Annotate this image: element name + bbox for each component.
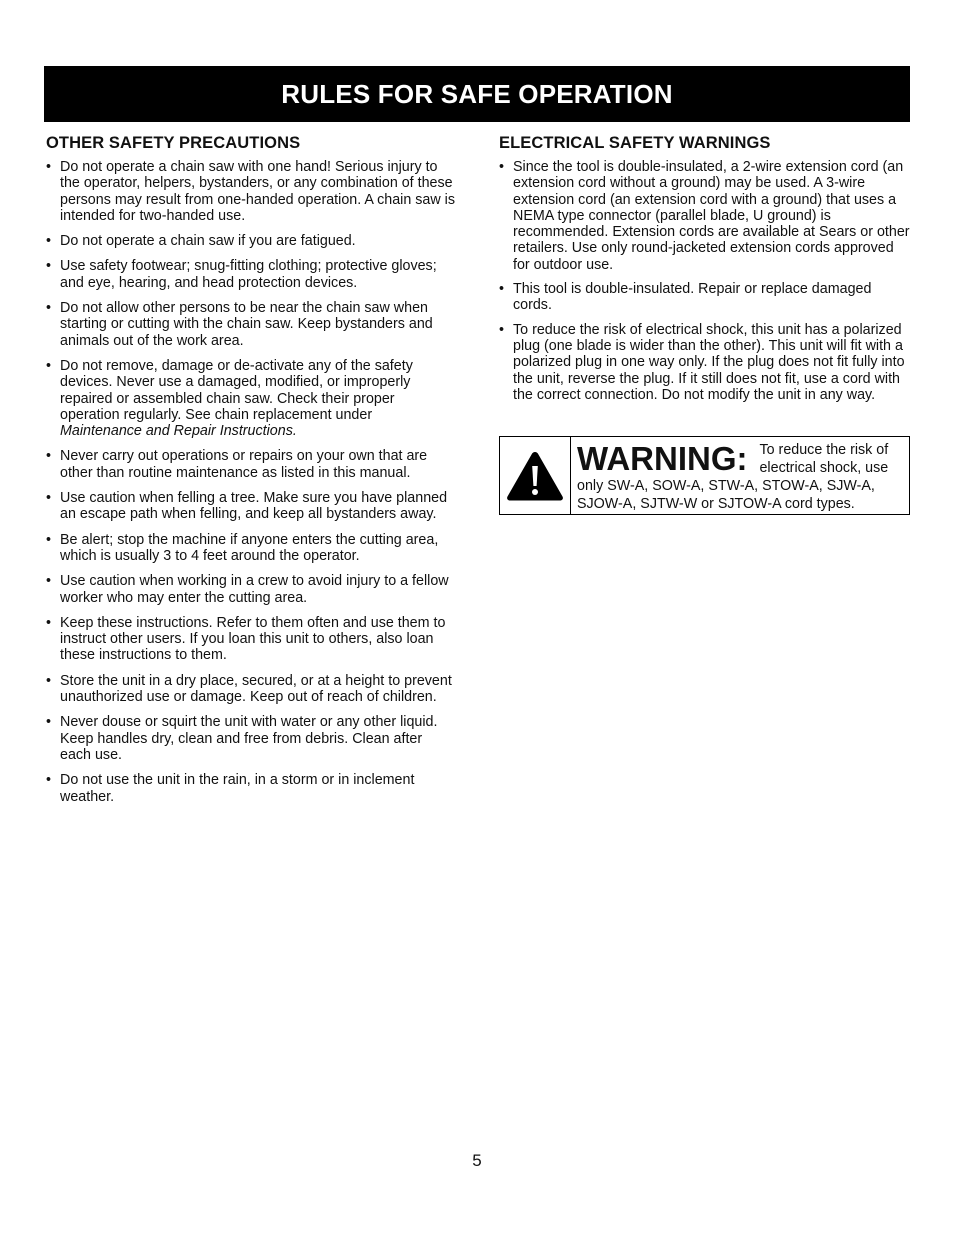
list-item: • Use caution when working in a crew to avoid injury to a fellow worker who may enter the cutting area. [46, 573, 456, 606]
page-number: 5 [472, 1151, 482, 1170]
other-safety-heading: OTHER SAFETY PRECAUTIONS [46, 134, 301, 152]
list-item: • Do not allow other persons to be near the chain saw when starting or cutting with the chain saw. Keep bystanders and animals out of the work area. [46, 300, 456, 349]
other-safety-column [46, 134, 456, 814]
manual-reference: Maintenance and Repair Instructions. [60, 423, 297, 440]
list-item-text: Do not remove, damage or de-activate any of the safety devices. Never use a damaged, modified, or improperly repaired or assembled chain saw. Check their proper operation regularly. See chain replacement under [60, 357, 413, 423]
electrical-safety-column [499, 134, 911, 411]
list-item: • Do not use the unit in the rain, in a storm or in inclement weather. [46, 772, 456, 805]
warning-icon-cell [500, 437, 571, 514]
list-item: • Never carry out operations or repairs on your own that are other than routine maintenance as listed in this manual. [46, 448, 456, 481]
page-title: RULES FOR SAFE OPERATION [281, 78, 673, 109]
electrical-safety-heading: ELECTRICAL SAFETY WARNINGS [499, 134, 771, 152]
other-safety-list [46, 159, 456, 805]
list-item: • Store the unit in a dry place, secured, or at a height to prevent unauthorized use or damage. Keep out of reach of children. [46, 673, 456, 706]
list-item: • Use safety footwear; snug-fitting clothing; protective gloves; and eye, hearing, and head protection devices. [46, 258, 456, 291]
warning-box [499, 436, 910, 515]
list-item: • Do not operate a chain saw if you are fatigued. [46, 233, 456, 249]
section-banner [44, 66, 910, 122]
list-item: • This tool is double-insulated. Repair or replace damaged cords. [499, 281, 911, 314]
list-item: • Never douse or squirt the unit with water or any other liquid. Keep handles dry, clean and free from debris. Clean after each use. [46, 714, 456, 763]
list-item: • Be alert; stop the machine if anyone enters the cutting area, which is usually 3 to 4 feet around the operator. [46, 532, 456, 565]
electrical-safety-list [499, 159, 911, 403]
list-item: • Keep these instructions. Refer to them often and use them to instruct other users. If you loan this unit to others, also loan these instructions to them. [46, 615, 456, 664]
list-item: • To reduce the risk of electrical shock, this unit has a polarized plug (one blade is wider than the other). This unit will fit with a polarized plug in one way only. If the plug does not fit fully into the unit, reverse the plug. If it still does not fit, use a cord with the correct connection. Do not modify the unit in any way. [499, 322, 911, 403]
warning-label: WARNING: [577, 440, 748, 477]
list-item [46, 358, 456, 439]
list-item: • Use caution when felling a tree. Make sure you have planned an escape path when felling, and keep all bystanders away. [46, 490, 456, 523]
list-item: • Do not operate a chain saw with one hand! Serious injury to the operator, helpers, bystanders, or any combination of these persons may result from one-handed operation. A chain saw is intended for two-handed use. [46, 159, 456, 224]
warning-text-cell [571, 437, 909, 514]
warning-triangle-icon [505, 449, 565, 503]
list-item: • Since the tool is double-insulated, a 2-wire extension cord (an extension cord without a ground) may be used. A 3-wire extension cord (an extension cord with a ground) that uses a NEMA type connector (parallel blade, U ground) is recommended. Extension cords are available at Sears or other retailers. Use only round-jacketed extension cords approved for outdoor use. [499, 159, 911, 273]
warning-text: To reduce the risk of electrical shock, use only SW-A, SOW-A, STW-A, STOW-A, SJW-A, SJOW-A, SJTW-W or SJTOW-A cord types. [577, 442, 889, 512]
